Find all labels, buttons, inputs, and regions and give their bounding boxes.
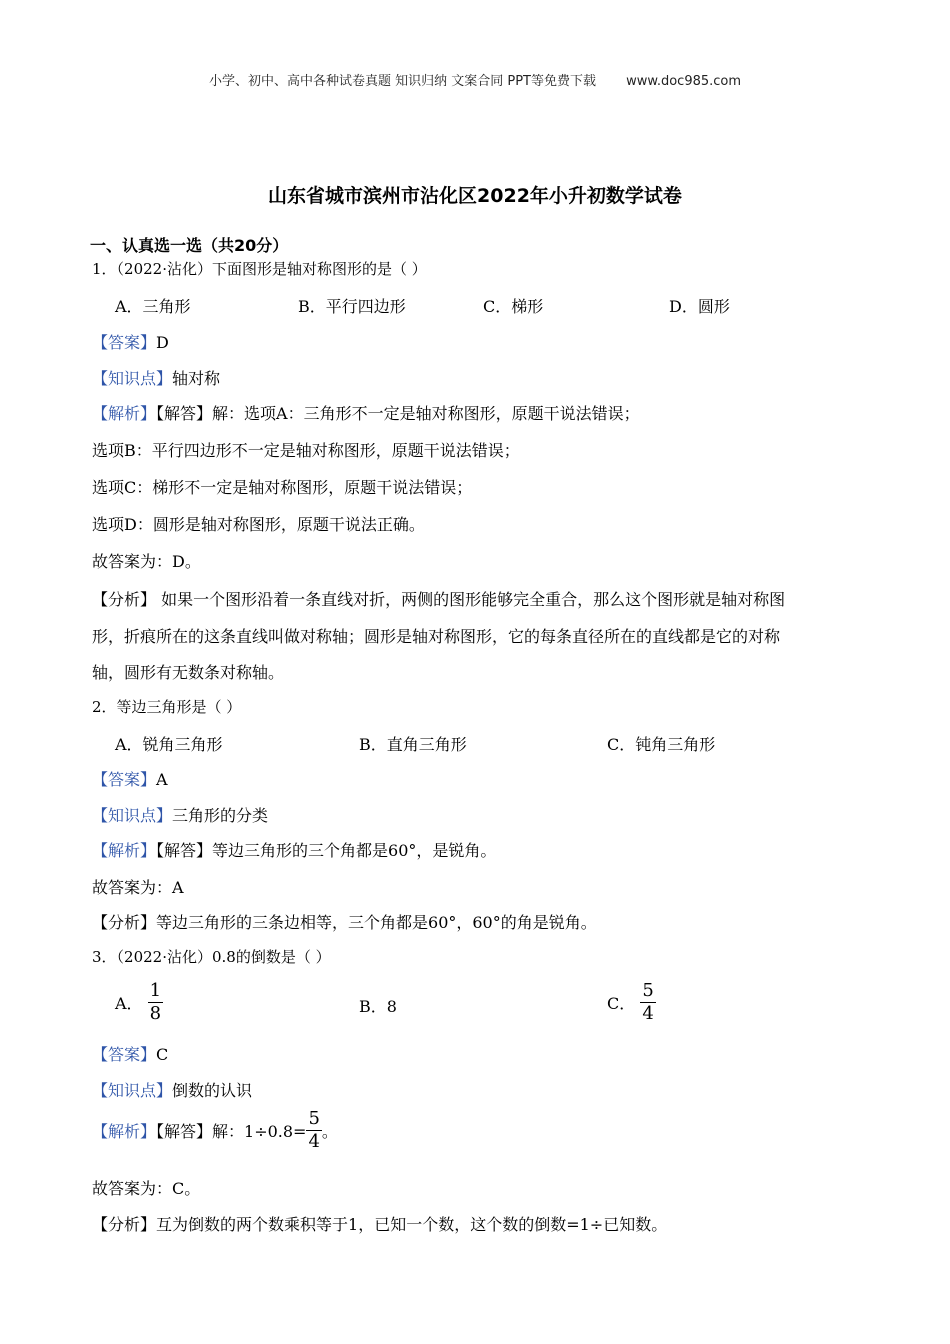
denominator: 8	[149, 1003, 162, 1024]
analysis-tag: 【解析】	[92, 841, 157, 860]
q3-discussion	[92, 1212, 667, 1235]
q2-option-b: B．直角三角形	[359, 735, 467, 754]
q1-option-d: D．圆形	[669, 297, 730, 316]
discussion-text: 等边三角形的三条边相等，三个角都是60°，60°的角是锐角。	[156, 913, 597, 932]
q1-discussion-line: 形，折痕所在的这条直线叫做对称轴；圆形是轴对称图形，它的每条直径所在的直线都是它的对称	[92, 627, 781, 646]
q2-discussion	[92, 910, 597, 933]
discussion-tag: 【分析】	[92, 913, 157, 932]
analysis-text: 【解答】解：1÷0.8=	[156, 1122, 307, 1141]
analysis-tag: 【解析】	[92, 1122, 157, 1141]
knowledge-tag: 【知识点】	[92, 1081, 173, 1100]
answer-tag: 【答案】	[92, 333, 157, 352]
q2-answer	[92, 767, 168, 790]
option-label: A．	[115, 994, 143, 1013]
q2-stem: 2．等边三角形是（ ）	[92, 698, 242, 716]
numerator: 5	[642, 980, 654, 1001]
answer-value: C	[156, 1045, 169, 1064]
numerator: 1	[149, 980, 162, 1001]
q3-answer	[92, 1042, 168, 1065]
discussion-text: 互为倒数的两个数乘积等于1，已知一个数，这个数的倒数=1÷已知数。	[156, 1215, 668, 1234]
page-header	[0, 70, 950, 89]
q1-knowledge	[92, 366, 220, 389]
discussion-tag: 【分析】	[92, 590, 157, 609]
q1-discussion	[92, 587, 785, 610]
analysis-end: 。	[321, 1122, 338, 1141]
analysis-text: 【解答】等边三角形的三个角都是60°，是锐角。	[156, 841, 497, 860]
q1-option-b: B．平行四边形	[298, 297, 406, 316]
q1-stem: 1．（2022·沾化）下面图形是轴对称图形的是（ ）	[92, 260, 427, 278]
q1-analysis-line: 选项D：圆形是轴对称图形，原题干说法正确。	[92, 515, 425, 534]
q1-answer	[92, 330, 169, 353]
analysis-fraction	[306, 1110, 321, 1151]
q1-analysis-line: 选项C：梯形不一定是轴对称图形，原题干说法错误；	[92, 478, 473, 497]
knowledge-value: 倒数的认识	[172, 1081, 253, 1100]
q1-analysis	[92, 401, 640, 424]
q3-option-b: B．8	[359, 997, 397, 1016]
q3-knowledge	[92, 1078, 252, 1101]
q2-analysis-line: 故答案为：A	[92, 878, 184, 897]
q1-option-c: C．梯形	[483, 297, 544, 316]
answer-value: D	[156, 333, 169, 352]
analysis-tag: 【解析】	[92, 404, 157, 423]
analysis-text: 【解答】解：选项A：三角形不一定是轴对称图形，原题干说法错误；	[156, 404, 640, 423]
answer-value: A	[156, 770, 168, 789]
q1-discussion-line: 轴，圆形有无数条对称轴。	[92, 663, 285, 682]
numerator: 5	[308, 1108, 320, 1129]
answer-tag: 【答案】	[92, 1045, 157, 1064]
answer-tag: 【答案】	[92, 770, 157, 789]
q1-option-a: A．三角形	[115, 297, 191, 316]
discussion-text: 如果一个图形沿着一条直线对折，两侧的图形能够完全重合，那么这个图形就是轴对称图	[156, 590, 786, 609]
discussion-tag: 【分析】	[92, 1215, 157, 1234]
denominator: 4	[308, 1131, 320, 1152]
q3-analysis	[92, 1110, 338, 1151]
q2-analysis	[92, 838, 496, 861]
q1-analysis-line: 选项B：平行四边形不一定是轴对称图形，原题干说法错误；	[92, 441, 520, 460]
header-site[interactable]: www.doc985.com	[626, 74, 742, 89]
header-text: 小学、初中、高中各种试卷真题 知识归纳 文案合同 PPT等免费下载	[208, 74, 596, 89]
knowledge-value: 三角形的分类	[172, 806, 269, 825]
q2-option-c: C．钝角三角形	[607, 735, 716, 754]
option-a-fraction	[148, 982, 163, 1023]
q1-analysis-line: 故答案为：D。	[92, 552, 201, 571]
q3-option-a	[115, 982, 163, 1023]
option-label: C．	[607, 994, 636, 1013]
exam-title: 山东省城市滨州市沾化区2022年小升初数学试卷	[268, 185, 682, 207]
q2-knowledge	[92, 803, 268, 826]
q3-option-c	[607, 982, 656, 1023]
knowledge-tag: 【知识点】	[92, 369, 173, 388]
knowledge-tag: 【知识点】	[92, 806, 173, 825]
knowledge-value: 轴对称	[172, 369, 221, 388]
q2-option-a: A．锐角三角形	[115, 735, 223, 754]
section-heading: 一、认真选一选（共20分）	[90, 236, 289, 255]
option-c-fraction	[640, 982, 655, 1023]
q3-stem: 3．（2022·沾化）0.8的倒数是（ ）	[92, 948, 331, 966]
denominator: 4	[642, 1003, 654, 1024]
q3-analysis-line: 故答案为：C。	[92, 1179, 201, 1198]
